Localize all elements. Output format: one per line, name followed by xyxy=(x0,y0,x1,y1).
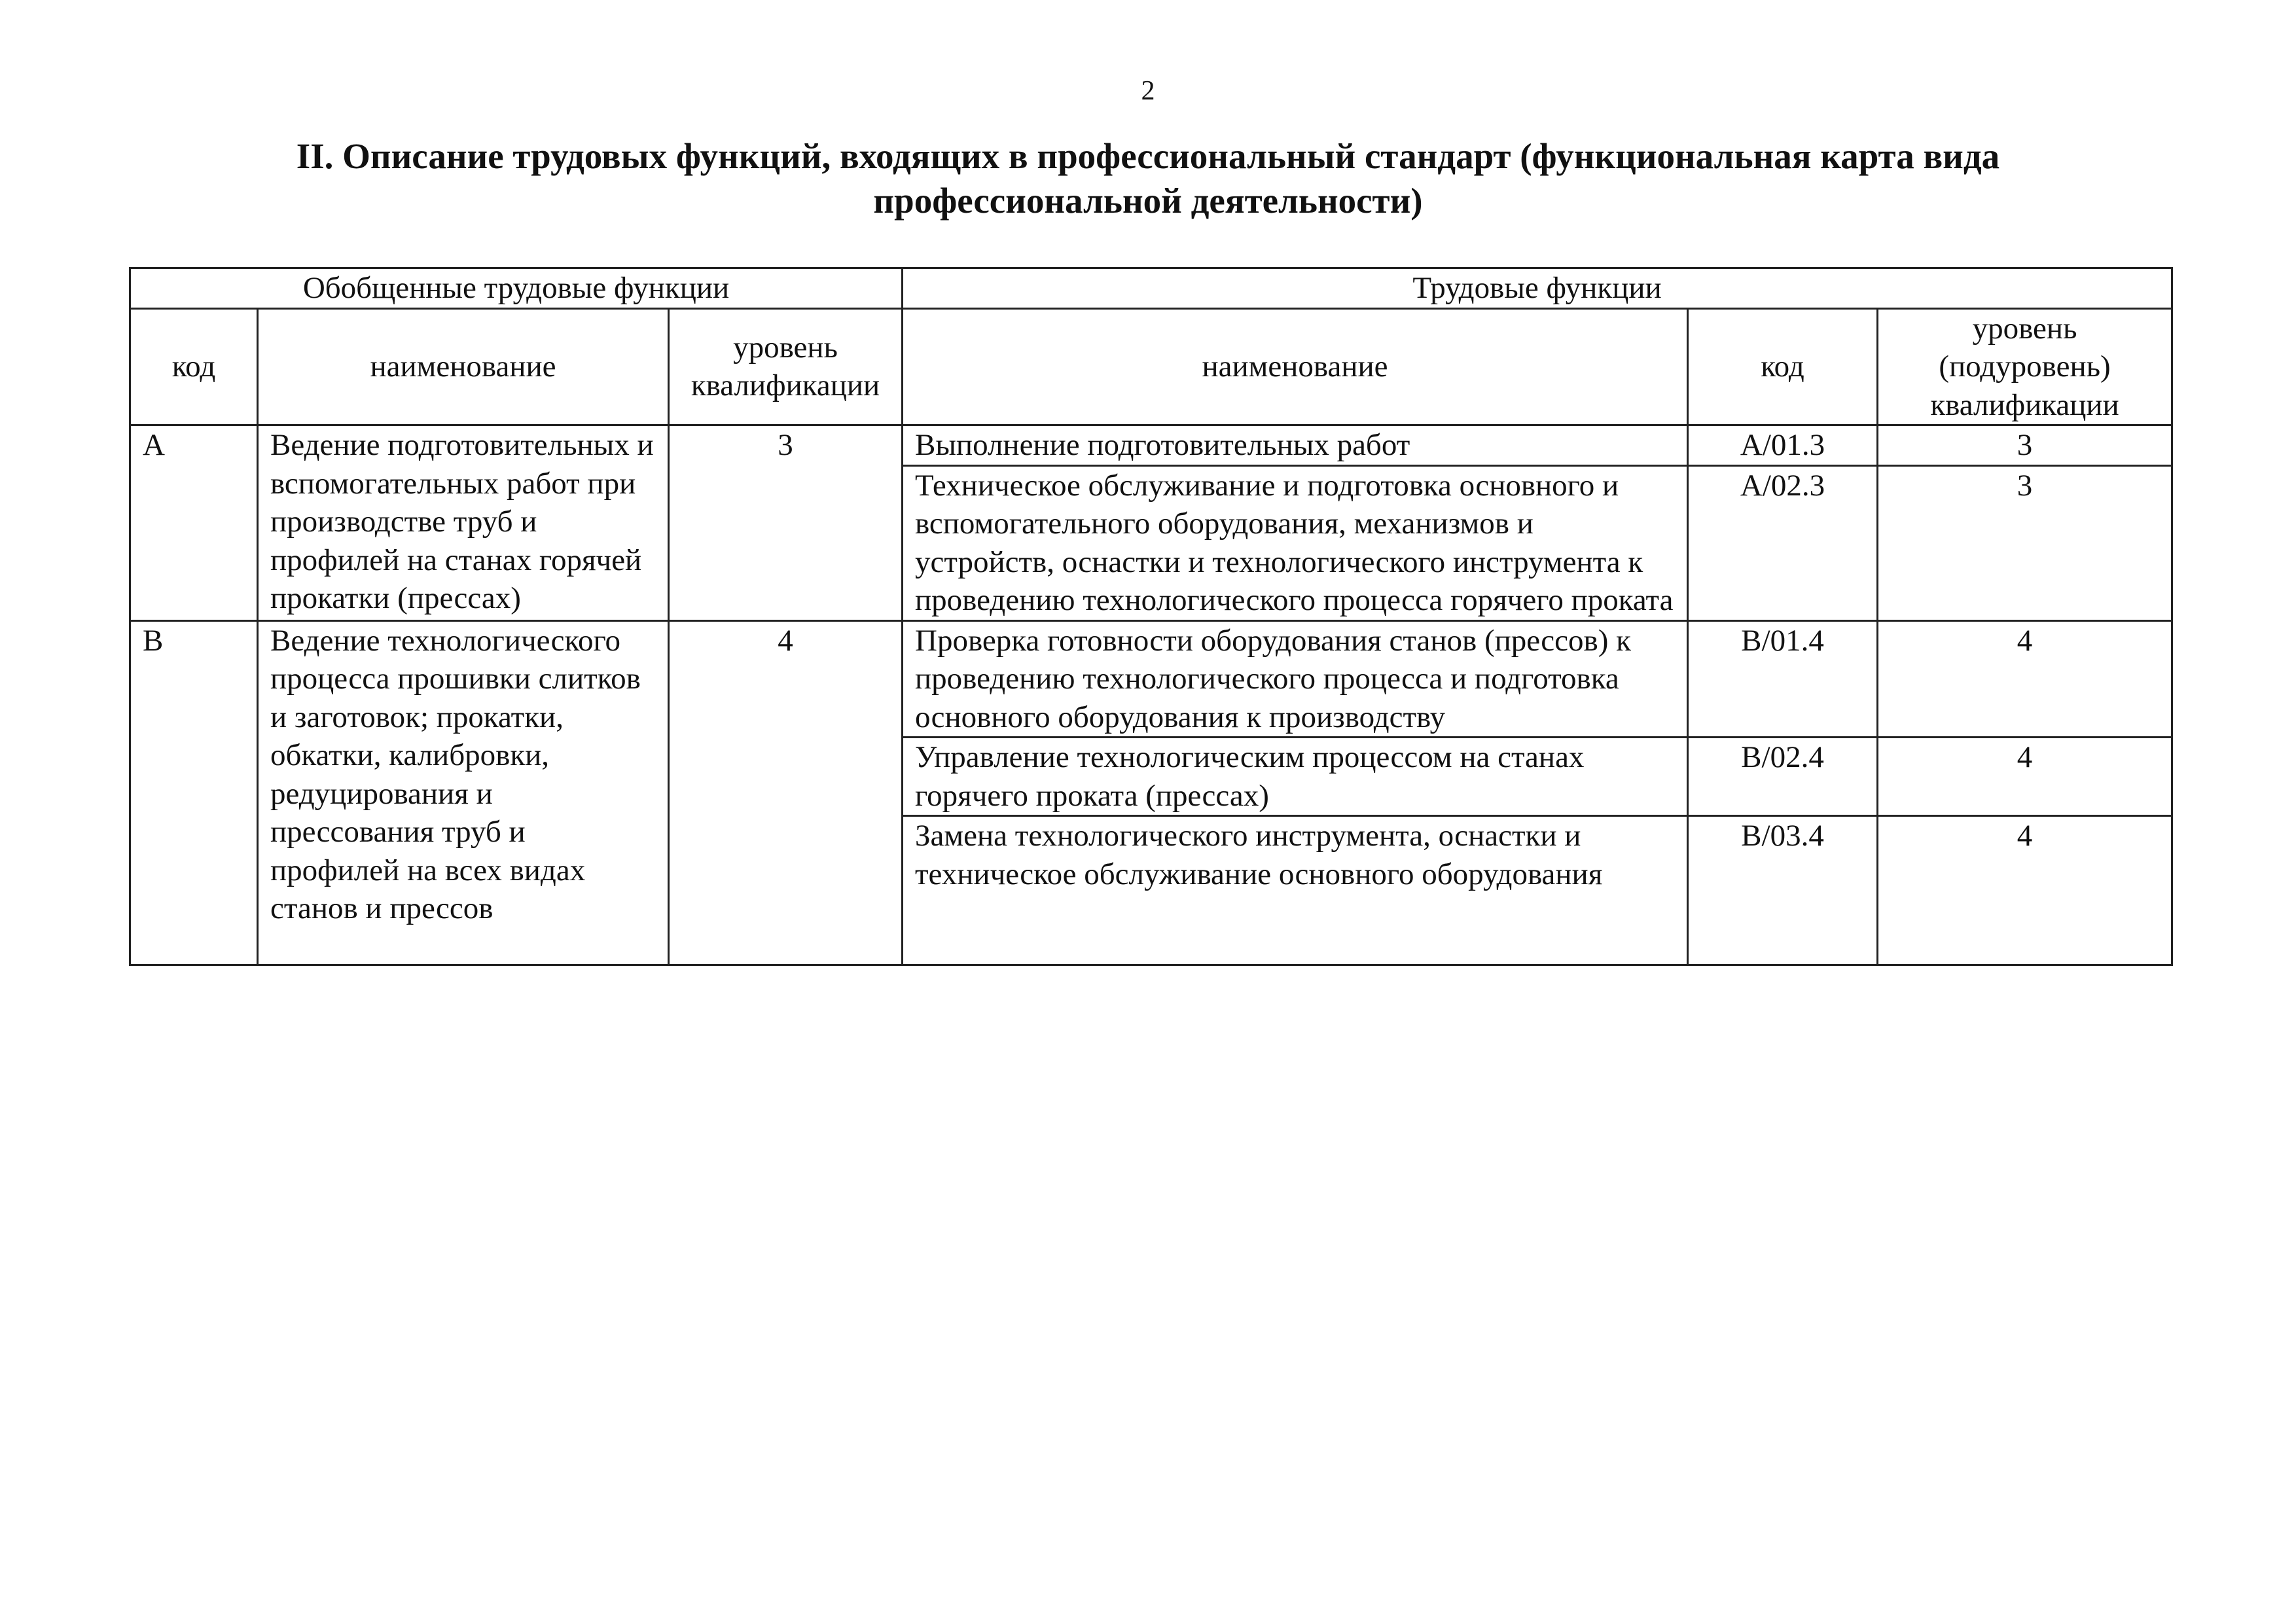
fn-level-cell: 4 xyxy=(1878,816,2172,965)
group-header-row xyxy=(130,268,2172,309)
column-header-row xyxy=(130,308,2172,425)
gen-level-cell: 4 xyxy=(669,620,903,965)
header-labor-functions: Трудовые функции xyxy=(903,268,2172,309)
gen-name-cell: Ведение технологического процесса прошивки слитков и заготовок; прокатки, обкатки, калибровки, редуцирования и прессования труб и профилей на всех видах станов и прессов xyxy=(258,620,669,965)
functional-map-table xyxy=(129,267,2173,966)
page-number: 2 xyxy=(1141,76,1155,106)
fn-name-cell: Выполнение подготовительных работ xyxy=(903,425,1688,466)
header-gen-name: наименование xyxy=(258,308,669,425)
fn-level-cell: 3 xyxy=(1878,425,2172,466)
fn-code-cell: A/01.3 xyxy=(1688,425,1878,466)
section-title-line-1: II. Описание трудовых функций, входящих в профессиональный стандарт (функциональная карта вида xyxy=(296,136,2000,176)
gen-code-cell: A xyxy=(130,425,258,621)
gen-level-cell: 3 xyxy=(669,425,903,621)
fn-level-cell: 3 xyxy=(1878,465,2172,620)
section-title xyxy=(131,134,2165,223)
fn-name-cell: Проверка готовности оборудования станов (прессов) к проведению технологического процесса и подготовка основного оборудования к производству xyxy=(903,620,1688,738)
header-gen-level: уровень квалификации xyxy=(669,308,903,425)
fn-level-cell: 4 xyxy=(1878,738,2172,816)
fn-code-cell: A/02.3 xyxy=(1688,465,1878,620)
fn-code-cell: B/02.4 xyxy=(1688,738,1878,816)
fn-code-cell: B/01.4 xyxy=(1688,620,1878,738)
gen-code-cell: B xyxy=(130,620,258,965)
header-fn-level: уровень (подуровень) квалификации xyxy=(1878,308,2172,425)
header-generalized-functions: Обобщенные трудовые функции xyxy=(130,268,903,309)
header-gen-code: код xyxy=(130,308,258,425)
fn-name-cell: Замена технологического инструмента, оснастки и техническое обслуживание основного оборудования xyxy=(903,816,1688,965)
header-fn-code: код xyxy=(1688,308,1878,425)
fn-code-cell: B/03.4 xyxy=(1688,816,1878,965)
table-row xyxy=(130,620,2172,738)
table-row xyxy=(130,425,2172,466)
fn-level-cell: 4 xyxy=(1878,620,2172,738)
header-fn-name: наименование xyxy=(903,308,1688,425)
fn-name-cell: Управление технологическим процессом на станах горячего проката (прессах) xyxy=(903,738,1688,816)
fn-name-cell: Техническое обслуживание и подготовка основного и вспомогательного оборудования, механизмов и устройств, оснастки и технологического инструмента к проведению технологического процесса горячего проката xyxy=(903,465,1688,620)
gen-name-cell: Ведение подготовительных и вспомогательных работ при производстве труб и профилей на станах горячей прокатки (прессах) xyxy=(258,425,669,621)
section-title-line-2: профессиональной деятельности) xyxy=(873,181,1423,221)
